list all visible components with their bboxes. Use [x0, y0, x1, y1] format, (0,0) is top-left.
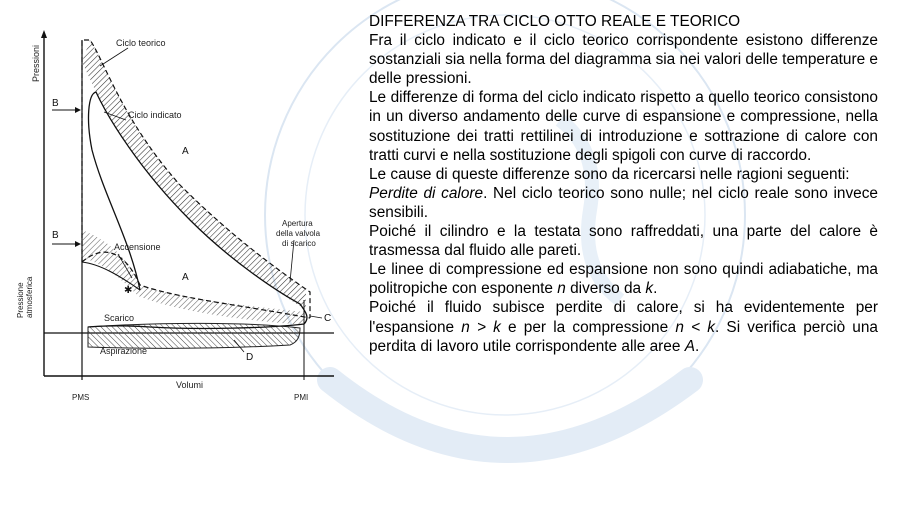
valve-label-3: di scarico — [282, 239, 316, 248]
valve-label-1: Apertura — [282, 219, 313, 228]
marker-b-upper: B — [52, 98, 59, 109]
atmospheric-label-2: atmosferica — [25, 276, 34, 318]
paragraph-7: Poiché il fluido subisce perdite di calore, si ha evidentemente per l'espansione n > k e per la compressione n < k. Si verifica perciò una perdita di lavoro utile corrispondente alle aree A. — [369, 299, 878, 355]
intake-label: Aspirazione — [100, 346, 148, 356]
marker-d: D — [246, 352, 254, 363]
otto-cycle-diagram — [0, 0, 360, 512]
area-a-lower-label: A — [182, 272, 189, 283]
paragraph-4: Perdite di calore. Nel ciclo teorico sono nulle; nel ciclo reale sono invece sensibili. — [369, 184, 878, 221]
area-a-upper-label: A — [182, 146, 189, 157]
pmi-label: PMI — [294, 393, 309, 402]
paragraph-2: Le differenze di forma del ciclo indicato rispetto a quello teorico consistono in un diverso andamento delle curve di espansione e compressione, nella sostituzione dei tratti rettilinei di introduzione e sottrazione di calore con tratti curvi e nella sostituzione degli spigoli con curve di raccordo. — [369, 89, 878, 164]
marker-c: C — [324, 313, 332, 324]
paragraph-3: Le cause di queste differenze sono da ricercarsi nelle ragioni seguenti: — [369, 165, 850, 183]
y-axis-label: Pressioni — [31, 44, 41, 82]
ignition-label: Accensione — [114, 242, 161, 252]
explanation-text — [369, 12, 878, 356]
marker-b-lower: B — [52, 230, 59, 241]
ignition-star-icon: ✱ — [124, 285, 133, 296]
paragraph-1: Fra il ciclo indicato e il ciclo teorico corrispondente esistono differenze sostanziali sia nella forma del diagramma sia nei valori delle temperature e delle pressioni. — [369, 32, 878, 88]
valve-label-2: della valvola — [276, 229, 321, 238]
paragraph-6: Le linee di compressione ed espansione non sono quindi adiabatiche, ma politropiche con esponente n diverso da k. — [369, 261, 878, 298]
atmospheric-label-1: Pressione — [16, 282, 25, 318]
page-title: DIFFERENZA TRA CICLO OTTO REALE E TEORICO — [369, 13, 741, 30]
curve-indicated-label: Ciclo indicato — [128, 110, 182, 120]
exhaust-label: Scarico — [104, 313, 135, 323]
curve-theoretical-label: Ciclo teorico — [116, 38, 166, 48]
pms-label: PMS — [72, 393, 90, 402]
heat-loss-term: Perdite di calore — [369, 184, 484, 202]
x-axis-label: Volumi — [176, 380, 204, 390]
paragraph-5: Poiché il cilindro e la testata sono raffreddati, una parte del calore è trasmessa dal fluido alle pareti. — [369, 223, 878, 260]
